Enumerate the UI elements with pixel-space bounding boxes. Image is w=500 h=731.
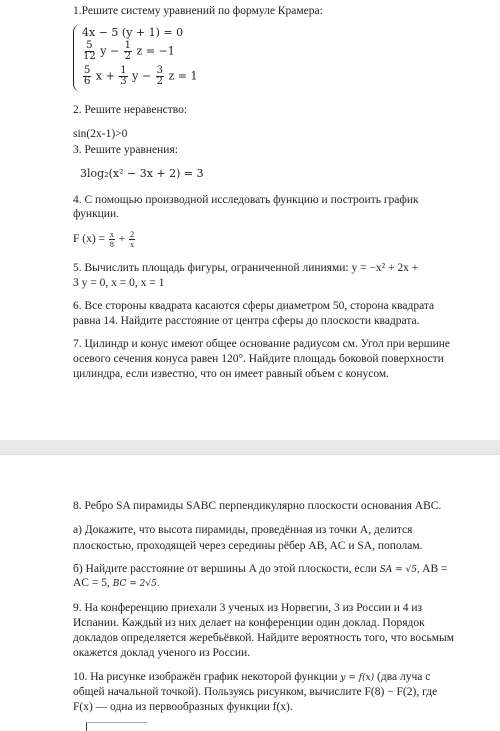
row2-tail: z = −1 xyxy=(136,44,175,58)
frac-num: 2 xyxy=(130,230,135,239)
q9-line-4: окажется доклад ученого из России. xyxy=(73,647,251,659)
system-brace xyxy=(73,24,82,92)
q9-line-1: 9. На конференцию приехали 3 ученых из Норвегии, 3 из России и 4 из xyxy=(73,602,423,614)
q10-function: y = f(x) xyxy=(340,673,375,683)
q9-line-2: Испании. Каждый из них делает на конференции один доклад. Порядок xyxy=(73,617,425,629)
q6-line-1: 6. Все стороны квадрата касаются сферы диаметром 50, сторона квадрата xyxy=(73,300,435,312)
q8b-line-1 xyxy=(73,563,447,577)
q8b-ac: AC = 5, xyxy=(73,577,110,589)
q3-expression: 3log₂(x² − 3x + 2) = 3 xyxy=(80,167,204,180)
system-row-3 xyxy=(82,66,198,87)
page-gap xyxy=(0,440,500,454)
row3-tail: z = 1 xyxy=(168,69,198,83)
q7-line-3: цилиндра, если известно, что он имеет равный объем с конусом. xyxy=(73,368,390,380)
q4-plus: + xyxy=(118,233,126,246)
row3-a: x + xyxy=(95,69,115,83)
q8b-text-b: AB = xyxy=(422,563,448,575)
q8b-sa: SA = √5, xyxy=(379,565,420,575)
q4-line-1: 4. С помощью производной исследовать функцию и построить график xyxy=(73,194,419,206)
q7-line-1: 7. Цилиндр и конус имеют общее основание радиусом см. Угол при вершине xyxy=(73,338,451,350)
frac-num: 5 xyxy=(84,65,91,76)
q8b-text-a: б) Найдите расстояние от вершины A до этой плоскости, если xyxy=(73,563,377,575)
system-row-2 xyxy=(82,41,175,62)
frac-num: x xyxy=(109,230,114,239)
frac-den: 12 xyxy=(83,51,96,62)
q4-lhs: F (x) = xyxy=(73,233,106,246)
q9-line-3: докладов определяется жеребьёвкой. Найдите вероятность того, что восьмым xyxy=(73,632,455,644)
q8a-line-2: плоскостью, проходящей через середины рёбер AB, AC и SA, пополам. xyxy=(73,540,423,552)
frac-num: 1 xyxy=(120,65,127,76)
q6-line-2: равна 14. Найдите расстояние от центра сферы до плоскости квадрата. xyxy=(73,315,420,327)
q4-line-2: функции. xyxy=(73,208,119,220)
q8b-line-2 xyxy=(73,577,160,591)
q2-expression: sin(2x-1)>0 xyxy=(73,128,128,140)
q7-line-2: осевого сечения конуса равен 120°. Найдите площадь боковой поверхности xyxy=(73,353,444,365)
q5-line-2: 3 y = 0, x = 0, x = 1 xyxy=(73,277,165,289)
frac-den: 3 xyxy=(120,76,127,87)
q2-title: 2. Решите неравенство: xyxy=(73,104,188,116)
q4-function xyxy=(73,230,136,249)
q10-line-1 xyxy=(73,671,430,685)
q1-title: 1.Решите систему уравнений по формуле Крамера: xyxy=(73,5,323,17)
q10-text-a: 10. На рисунке изображён график некоторой функции xyxy=(73,671,338,683)
row3-b: y − xyxy=(132,69,152,83)
frac-den: 2 xyxy=(124,51,132,62)
system-row-1: 4x − 5 (y + 1) = 0 xyxy=(82,26,184,39)
frac-num: 5 xyxy=(86,40,93,51)
frac-num: 3 xyxy=(156,65,163,76)
q10-text-b: (два луча с xyxy=(377,671,431,683)
q8a-line-1: а) Докажите, что высота пирамиды, проведённая из точки A, делится xyxy=(73,524,413,536)
frac-den: 6 xyxy=(84,76,91,87)
q10-line-2: общей начальной точкой). Пользуясь рисунком, вычислите F(8) − F(2), где xyxy=(73,686,438,698)
frac-num: 1 xyxy=(124,40,132,51)
q8-title: 8. Ребро SA пирамиды SABC перпендикулярно плоскости основания ABC. xyxy=(73,500,442,512)
frac-den: x xyxy=(130,240,135,249)
worksheet-page-2 xyxy=(0,454,500,731)
frac-den: 2 xyxy=(156,76,163,87)
q10-line-3: F(x) — одна из первообразных функции f(x). xyxy=(73,701,293,713)
frac-den: 8 xyxy=(109,240,114,249)
q5-line-1: 5. Вычислить площадь фигуры, ограниченной линиями: y = −x² + 2x + xyxy=(73,262,419,274)
q8b-bc: BC = 2√5. xyxy=(112,579,160,589)
row2-mid: y − xyxy=(100,44,120,58)
q3-title: 3. Решите уравнения: xyxy=(73,144,178,156)
